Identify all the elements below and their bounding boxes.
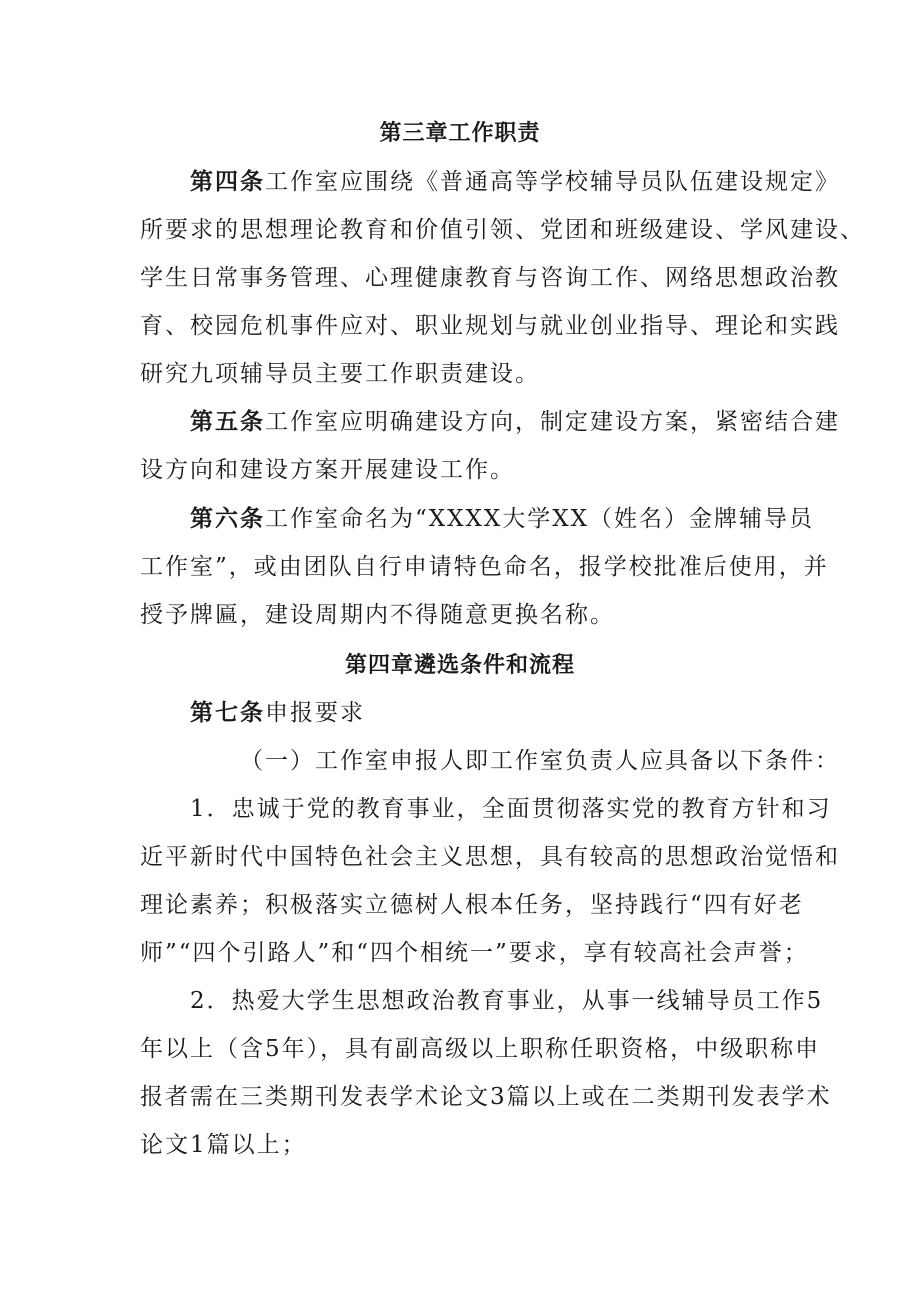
item2-line4: 论文1篇以上； xyxy=(140,1132,307,1158)
article5-label: 第五条 xyxy=(190,408,265,435)
article4-line3: 学生日常事务管理、心理健康教育与咨询工作、网络思想政治教 xyxy=(140,265,840,291)
chapter3-title: 第三章工作职责 xyxy=(379,120,541,146)
article7-text: 申报要求 xyxy=(265,700,365,726)
article7-line1 xyxy=(190,697,365,729)
article4-line5: 研究九项辅导员主要工作职责建设。 xyxy=(140,361,540,387)
article6-line2: 工作室”，或由团队自行申请特色命名，报学校批准后使用，并 xyxy=(140,554,829,580)
article4-text1: 工作室应围绕《普通高等学校辅导员队伍建设规定》 xyxy=(265,169,840,195)
item1-line1: 1．忠诚于党的教育事业，全面贯彻落实党的教育方针和习 xyxy=(190,796,832,822)
article5-text1: 工作室应明确建设方向，制定建设方案，紧密结合建 xyxy=(265,409,840,435)
article4-line2: 所要求的思想理论教育和价值引领、党团和班级建设、学风建设、 xyxy=(140,217,865,243)
item2-line1: 2．热爱大学生思想政治教育事业，从事一线辅导员工作5 xyxy=(190,988,824,1014)
article4-line1 xyxy=(190,166,840,198)
article5-line2: 设方向和建设方案开展建设工作。 xyxy=(140,457,515,483)
item2-line3: 报者需在三类期刊发表学术论文3篇以上或在二类期刊发表学术 xyxy=(140,1084,832,1110)
article4-label: 第四条 xyxy=(190,168,265,195)
item2-line2: 年以上（含5年），具有副高级以上职称任职资格，中级职称申 xyxy=(140,1036,821,1062)
article6-line3: 授予牌匾，建设周期内不得随意更换名称。 xyxy=(140,602,615,628)
article4-line4: 育、校园危机事件应对、职业规划与就业创业指导、理论和实践 xyxy=(140,313,840,339)
article7-sub1: （一）工作室申报人即工作室负责人应具备以下条件： xyxy=(240,748,840,774)
chapter4-title: 第四章遴选条件和流程 xyxy=(344,652,575,678)
article5-line1 xyxy=(190,406,840,438)
article6-line1 xyxy=(190,503,815,535)
article7-label: 第七条 xyxy=(190,699,265,726)
item1-line3: 理论素养；积极落实立德树人根本任务，坚持践行“四有好老 xyxy=(140,892,804,918)
item1-line2: 近平新时代中国特色社会主义思想，具有较高的思想政治觉悟和 xyxy=(140,844,840,870)
article6-text1: 工作室命名为“XXXX大学XX（姓名）金牌辅导员 xyxy=(265,506,815,532)
item1-line4: 师”“四个引路人”和“四个相统一”要求，享有较高社会声誉； xyxy=(140,940,809,966)
article6-label: 第六条 xyxy=(190,505,265,532)
